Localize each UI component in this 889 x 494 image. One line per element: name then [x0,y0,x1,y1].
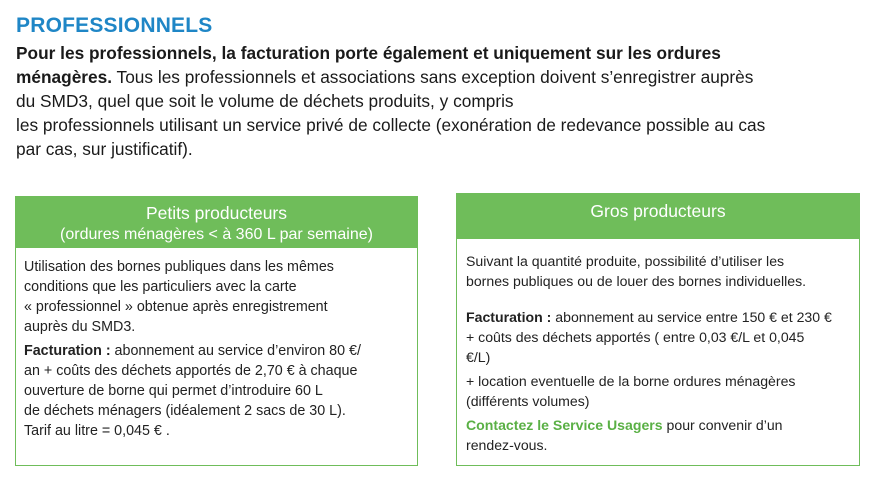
large-billing-label: Facturation : [466,309,552,325]
small-producers-title: Petits producteurs [145,203,288,223]
large-text-line: Suivant la quantité produite, possibilité d’utiliser les [466,253,785,269]
large-rental-line: (différents volumes) [466,393,590,409]
small-billing-line: an + coûts des déchets apportés de 2,70 € à chaque [24,363,358,379]
small-text-line: « professionnel » obtenue après enregistrement [24,299,328,315]
large-producers-contact [466,415,851,455]
large-contact-first-line [466,415,851,435]
large-billing-first-line [466,307,851,327]
contact-line2: rendez-vous. [466,437,548,453]
large-producers-title: Gros producteurs [590,201,726,221]
small-billing-line: Tarif au litre = 0,045 € . [24,423,170,439]
small-text-line: conditions que les particuliers avec la carte [24,279,297,295]
large-producers-card [456,193,860,466]
large-producers-billing [466,307,851,367]
small-producers-usage [24,257,409,337]
small-producers-billing [24,341,409,441]
intro-lead-line2: ménagères. [16,67,113,87]
large-billing-first: abonnement au service entre 150 € et 230 € [551,309,832,325]
small-producers-header [16,197,417,248]
small-text-line: Utilisation des bornes publiques dans les mêmes [24,259,334,275]
small-text-line: auprès du SMD3. [24,319,136,335]
large-producers-usage [466,251,851,291]
large-producers-header [457,194,859,239]
large-billing-line: + coûts des déchets apportés ( entre 0,03 €/L et 0,045 [466,329,805,345]
small-billing-line: ouverture de borne qui permet d’introduire 60 L [24,383,323,399]
small-billing-first-line [24,341,409,361]
large-producers-body [457,239,859,455]
small-producers-card [15,196,418,466]
large-producers-rental [466,371,851,411]
contact-service-link[interactable]: Contactez le Service Usagers [466,417,663,433]
intro-line2 [16,65,876,89]
small-billing-label: Facturation : [24,343,111,359]
intro-line3: du SMD3, quel que soit le volume de déchets produits, y compris [16,91,514,111]
intro-paragraph [16,41,876,161]
small-billing-line: de déchets ménagers (idéalement 2 sacs de 30 L). [24,403,346,419]
intro-lead-line1: Pour les professionnels, la facturation porte également et uniquement sur les ordures [16,43,721,63]
section-title: PROFESSIONNELS [16,14,213,37]
intro-line4: les professionnels utilisant un service privé de collecte (exonération de redevance possible au cas [16,115,766,135]
large-text-line: bornes publiques ou de louer des bornes individuelles. [466,273,807,289]
small-producers-subtitle: (ordures ménagères < à 360 L par semaine) [60,226,373,243]
small-billing-first: abonnement au service d’environ 80 €/ [110,343,361,359]
contact-rest: pour convenir d’un [662,417,783,433]
intro-line2-rest: Tous les professionnels et associations sans exception doivent s’enregistrer auprès [112,67,754,87]
intro-line5: par cas, sur justificatif). [16,139,193,159]
small-producers-body [16,248,417,441]
large-billing-line: €/L) [466,349,491,365]
large-rental-line: + location eventuelle de la borne ordures ménagères [466,373,796,389]
